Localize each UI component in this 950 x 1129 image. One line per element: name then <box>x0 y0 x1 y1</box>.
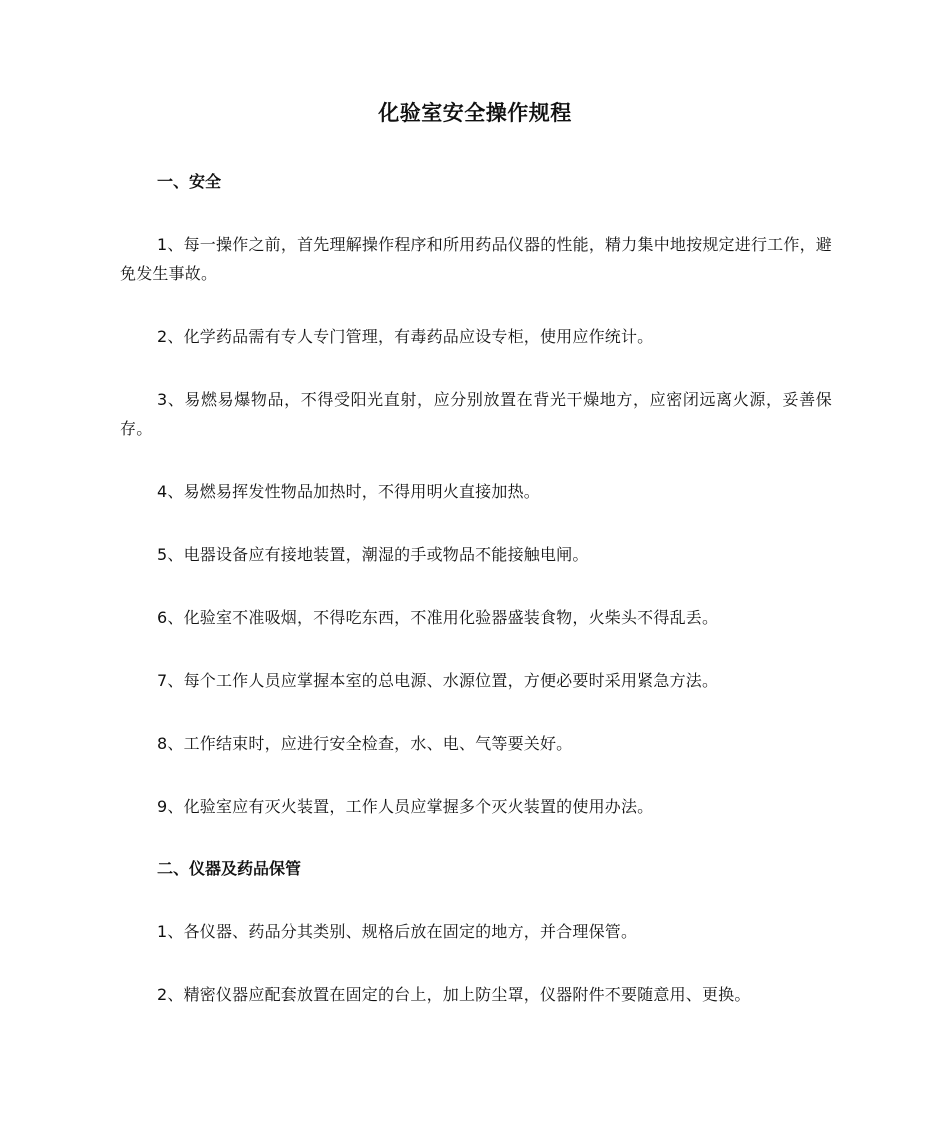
list-item: 5、电器设备应有接地装置，潮湿的手或物品不能接触电闸。 <box>157 545 589 564</box>
list-item: 4、易燃易挥发性物品加热时，不得用明火直接加热。 <box>157 482 540 501</box>
document-body <box>120 168 832 1009</box>
list-item: 2、精密仪器应配套放置在固定的台上，加上防尘罩，仪器附件不要随意用、更换。 <box>157 985 751 1004</box>
list-item: 2、化学药品需有专人专门管理，有毒药品应设专柜，使用应作统计。 <box>157 327 654 346</box>
list-item: 8、工作结束时，应进行安全检查，水、电、气等要关好。 <box>157 734 573 753</box>
list-item: 7、每个工作人员应掌握本室的总电源、水源位置，方便必要时采用紧急方法。 <box>157 671 719 690</box>
page-title: 化验室安全操作规程 <box>378 101 572 125</box>
section-heading: 二、仪器及药品保管 <box>157 859 302 878</box>
section-heading: 一、安全 <box>157 172 222 191</box>
list-item: 3、易燃易爆物品，不得受阳光直射，应分别放置在背光干燥地方，应密闭远离火源，妥善保存。 <box>120 390 832 438</box>
list-item: 1、每一操作之前，首先理解操作程序和所用药品仪器的性能，精力集中地按规定进行工作，避免发生事故。 <box>120 235 832 283</box>
list-item: 9、化验室应有灭火装置，工作人员应掌握多个灭火装置的使用办法。 <box>157 797 654 816</box>
list-item: 1、各仪器、药品分其类别、规格后放在固定的地方，并合理保管。 <box>157 922 638 941</box>
list-item: 6、化验室不准吸烟，不得吃东西，不准用化验器盛装食物，火柴头不得乱丢。 <box>157 608 719 627</box>
